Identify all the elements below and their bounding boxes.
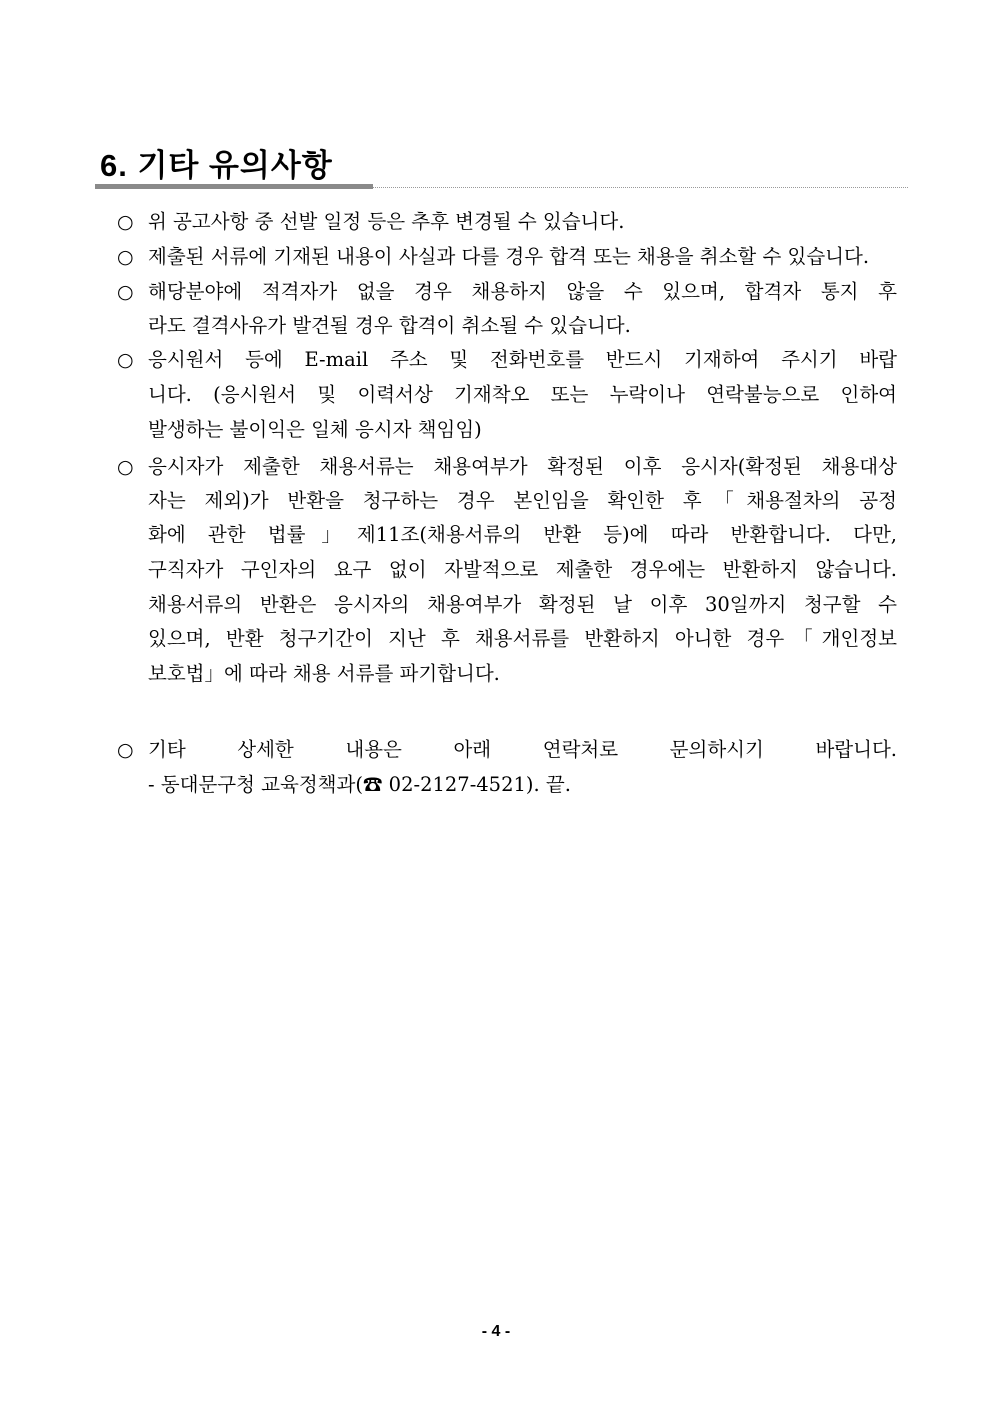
bullet-icon: ○ xyxy=(117,349,134,371)
bullet-icon: ○ xyxy=(117,739,134,761)
notice-line: 니다. (응시원서 및 이력서상 기재착오 또는 누락이나 연락불능으로 인하여 xyxy=(148,383,897,406)
notice-line: 보호법」에 따라 채용 서류를 파기합니다. xyxy=(148,662,500,685)
bullet-icon: ○ xyxy=(117,456,134,478)
notice-line: 기타 상세한 내용은 아래 연락처로 문의하시기 바랍니다. xyxy=(148,738,897,761)
bullet-icon: ○ xyxy=(117,211,134,233)
notice-line: 해당분야에 적격자가 없을 경우 채용하지 않을 수 있으며, 합격자 통지 후 xyxy=(148,280,897,303)
bullet-icon: ○ xyxy=(117,281,134,303)
notice-line: 있으며, 반환 청구기간이 지난 후 채용서류를 반환하지 아니한 경우「개인정보 xyxy=(148,627,897,650)
bullet-icon: ○ xyxy=(117,246,134,268)
notice-line: 응시자가 제출한 채용서류는 채용여부가 확정된 이후 응시자(확정된 채용대상 xyxy=(148,455,897,478)
notice-line: 자는 제외)가 반환을 청구하는 경우 본인임을 확인한 후「채용절차의 공정 xyxy=(148,489,897,512)
notice-line: 제출된 서류에 기재된 내용이 사실과 다를 경우 합격 또는 채용을 취소할 수 있습니다. xyxy=(148,245,870,268)
section-heading: 6. 기타 유의사항 xyxy=(100,148,333,183)
notice-line: 구직자가 구인자의 요구 없이 자발적으로 제출한 경우에는 반환하지 않습니다. xyxy=(148,558,897,581)
notice-line: 위 공고사항 중 선발 일정 등은 추후 변경될 수 있습니다. xyxy=(148,210,625,233)
notice-line: - 동대문구청 교육정책과(☎ 02-2127-4521). 끝. xyxy=(148,773,571,796)
notice-line: 화에 관한 법률」제11조(채용서류의 반환 등)에 따라 반환합니다. 다만, xyxy=(148,523,897,546)
heading-underline-bar xyxy=(95,184,373,189)
notice-line: 발생하는 불이익은 일체 응시자 책임임) xyxy=(148,418,482,441)
page-number: - 4 - xyxy=(481,1323,511,1340)
notice-line: 라도 결격사유가 발견될 경우 합격이 취소될 수 있습니다. xyxy=(148,314,631,337)
notice-line: 채용서류의 반환은 응시자의 채용여부가 확정된 날 이후 30일까지 청구할 수 xyxy=(148,593,897,616)
heading-dotted-rule xyxy=(373,187,908,188)
notice-line: 응시원서 등에 E-mail 주소 및 전화번호를 반드시 기재하여 주시기 바랍 xyxy=(148,348,897,371)
